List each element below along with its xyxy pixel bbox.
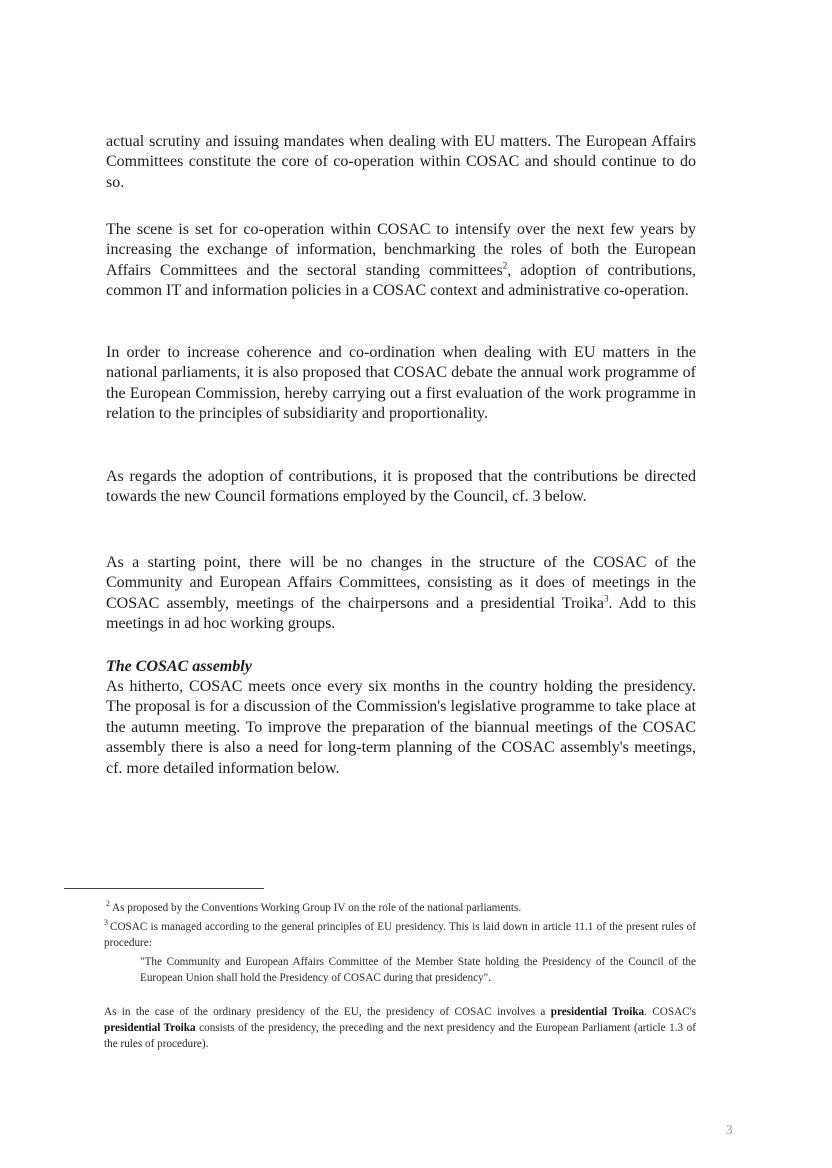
paragraph-text: , adoption of contributions, common IT and information policies in a COSAC context and administrative co-operation.: [106, 261, 696, 300]
footnote-marker: 2: [106, 899, 110, 909]
paragraph-assembly: As hitherto, COSAC meets once every six months in the country holding the presidency. The proposal is for a discussion of the Commission's legislative programme to take place at the autumn meeting. To improve the preparation of the biannual meetings of the COSAC assembly there is also a need for long-term planning of the COSAC assembly's meetings, cf. more detailed information below.: [106, 678, 696, 777]
paragraph-cooperation: [106, 220, 696, 302]
footnote-ref-3[interactable]: 3: [603, 593, 609, 604]
footnote-2: [106, 900, 696, 916]
footnote-text: As proposed by the Conventions Working Group IV on the role of the national parliaments.: [112, 902, 522, 914]
footnote-bold-term: presidential Troika: [104, 1022, 196, 1035]
paragraph-contributions: As regards the adoption of contributions, it is proposed that the contributions be directed towards the new Council formations employed by the Council, cf. 3 below.: [106, 468, 696, 506]
page-number: 3: [726, 1122, 733, 1137]
footnote-text: COSAC is managed according to the general principles of EU presidency. This is laid down in article 11.1 of the present rules of procedure:: [104, 921, 696, 950]
paragraph-scrutiny: actual scrutiny and issuing mandates when dealing with EU matters. The European Affairs Committees constitute the core of co-operation within COSAC and should continue to do so.: [106, 133, 696, 191]
footnote-3-continuation: [104, 1004, 696, 1053]
paragraph-coherence: In order to increase coherence and co-ordination when dealing with EU matters in the national parliaments, it is also proposed that COSAC debate the annual work programme of the European Commission, hereby carrying out a first evaluation of the work programme in relation to the principles of subsidiarity and proportionality.: [106, 344, 696, 423]
footnote-3: [104, 919, 696, 951]
footnote-divider: [64, 888, 264, 889]
footnote-text: consists of the presidency, the preceding and the next presidency and the European Parliament (article 1.3 of the rules of procedure).: [104, 1022, 696, 1051]
paragraph-text: The scene is set for co-operation within COSAC to intensify over the next few years by increasing the exchange of information, benchmarking the roles of both the European Affairs Committees and the sectoral standing committees: [106, 221, 696, 279]
footnote-text: As in the case of the ordinary presidency of the EU, the presidency of COSAC involves a: [104, 1006, 551, 1018]
footnote-bold-term: presidential Troika: [550, 1006, 645, 1018]
paragraph-text: As a starting point, there will be no changes in the structure of the COSAC of the Community and European Affairs Committees, consisting as it does of meetings in the COSAC assembly, meetings of the chairpersons and a presidential Troika: [106, 554, 696, 612]
footnote-marker: 3: [104, 918, 108, 928]
section-heading: The COSAC assembly: [106, 658, 252, 675]
footnote-3-quote: "The Community and European Affairs Committee of the Member State holding the Presidency of the Council of the European Union shall hold the Presidency of COSAC during that presidency".: [140, 956, 696, 985]
paragraph-structure: [106, 553, 696, 635]
footnote-ref-2[interactable]: 2: [502, 260, 508, 271]
footnote-text: . COSAC's: [644, 1006, 696, 1018]
paragraph-text: . Add to this meetings in ad hoc working groups.: [106, 594, 697, 633]
